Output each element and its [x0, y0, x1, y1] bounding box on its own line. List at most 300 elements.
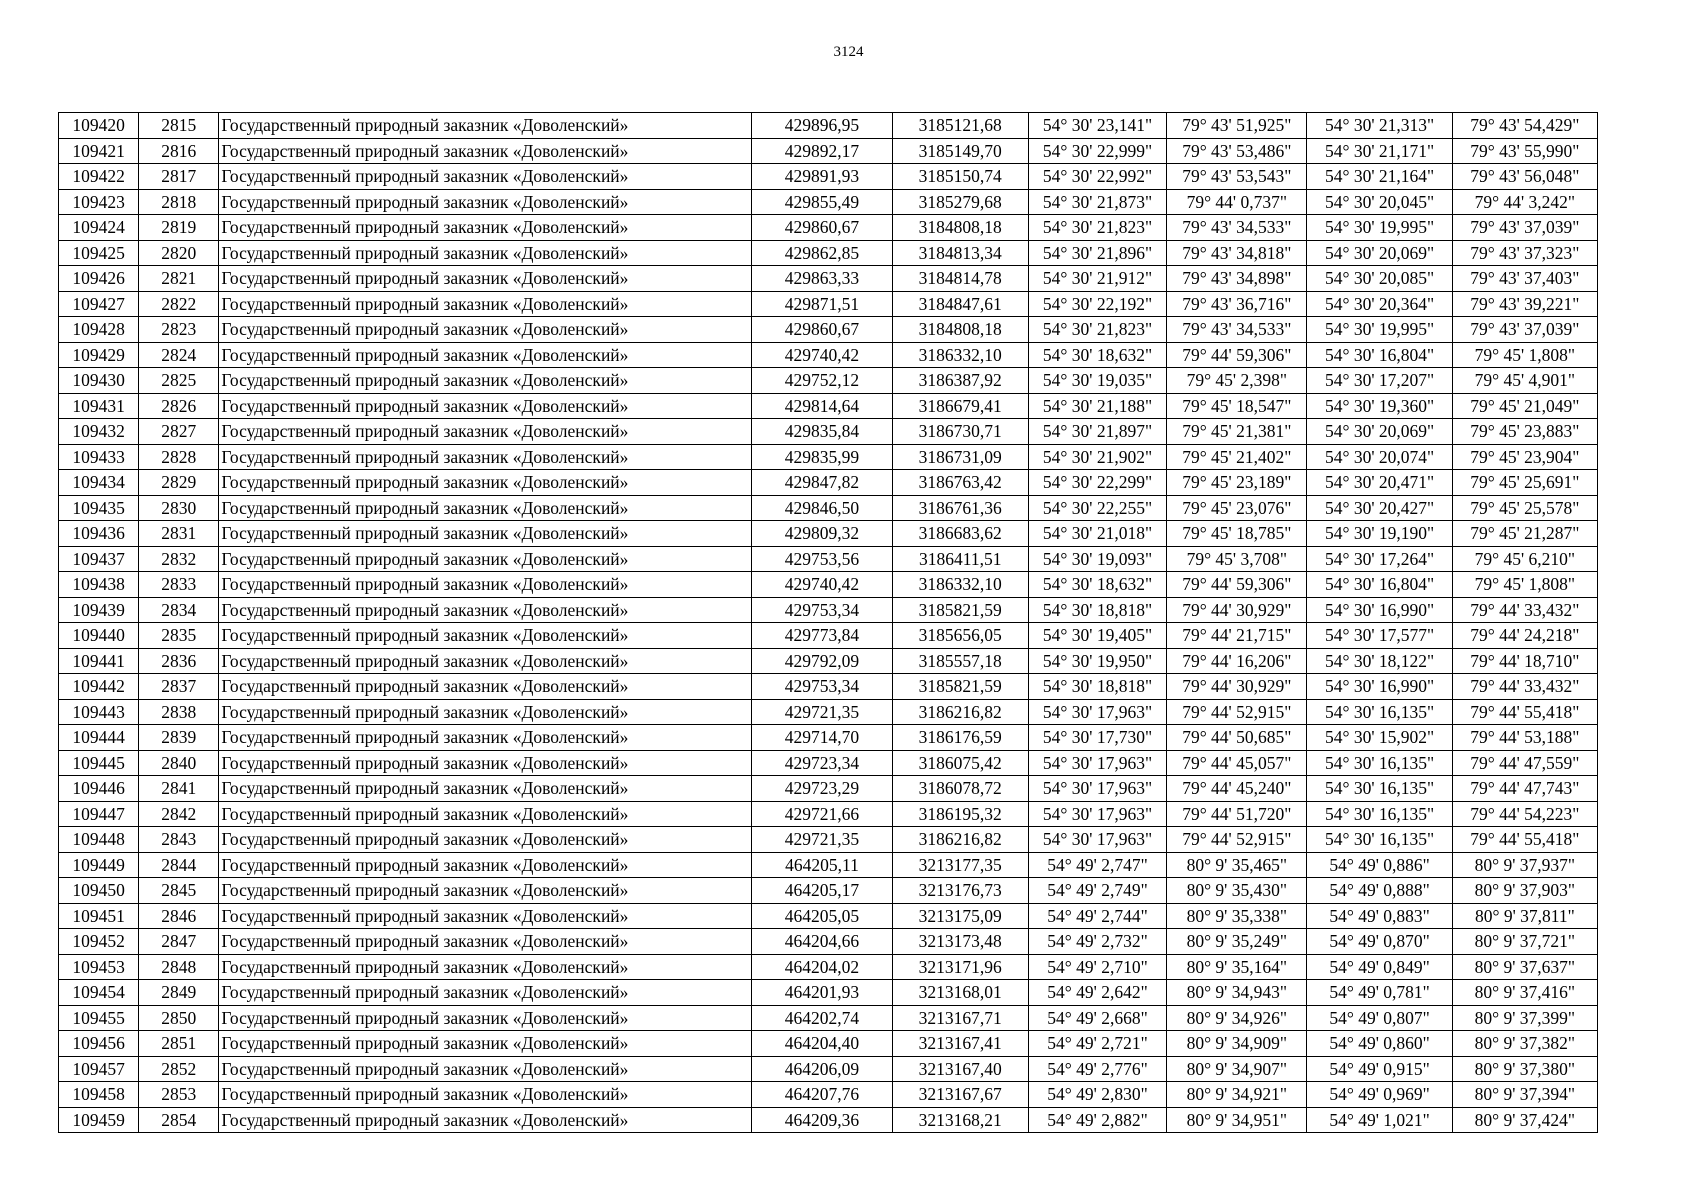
record-id-cell: 109435	[59, 495, 139, 521]
table-row	[59, 699, 1598, 725]
latitude-alt-cell: 54° 49' 0,807"	[1307, 1005, 1452, 1031]
longitude-alt-cell: 79° 43' 37,039"	[1452, 317, 1597, 343]
table-row	[59, 929, 1598, 955]
latitude-alt-cell: 54° 49' 0,849"	[1307, 954, 1452, 980]
longitude-alt-cell: 79° 43' 54,429"	[1452, 113, 1597, 139]
longitude-cell: 79° 44' 30,929"	[1167, 597, 1307, 623]
longitude-cell: 79° 43' 34,533"	[1167, 215, 1307, 241]
longitude-alt-cell: 80° 9' 37,424"	[1452, 1107, 1597, 1133]
y-coordinate-cell: 3186761,36	[892, 495, 1028, 521]
page-number: 3124	[833, 44, 864, 60]
point-number-cell: 2835	[139, 623, 219, 649]
longitude-cell: 79° 45' 23,189"	[1167, 470, 1307, 496]
y-coordinate-cell: 3186176,59	[892, 725, 1028, 751]
reserve-name-cell: Государственный природный заказник «Доволенский»	[219, 674, 752, 700]
x-coordinate-cell: 464201,93	[752, 980, 892, 1006]
x-coordinate-cell: 429721,35	[752, 699, 892, 725]
table-row	[59, 980, 1598, 1006]
latitude-cell: 54° 49' 2,668"	[1028, 1005, 1166, 1031]
y-coordinate-cell: 3186683,62	[892, 521, 1028, 547]
reserve-name-cell: Государственный природный заказник «Доволенский»	[219, 852, 752, 878]
table-row	[59, 572, 1598, 598]
x-coordinate-cell: 464206,09	[752, 1056, 892, 1082]
y-coordinate-cell: 3184808,18	[892, 215, 1028, 241]
longitude-alt-cell: 79° 45' 4,901"	[1452, 368, 1597, 394]
point-number-cell: 2844	[139, 852, 219, 878]
y-coordinate-cell: 3186216,82	[892, 827, 1028, 853]
longitude-cell: 80° 9' 34,921"	[1167, 1082, 1307, 1108]
point-number-cell: 2842	[139, 801, 219, 827]
x-coordinate-cell: 464202,74	[752, 1005, 892, 1031]
reserve-name-cell: Государственный природный заказник «Доволенский»	[219, 495, 752, 521]
latitude-cell: 54° 49' 2,642"	[1028, 980, 1166, 1006]
y-coordinate-cell: 3186078,72	[892, 776, 1028, 802]
latitude-alt-cell: 54° 49' 0,883"	[1307, 903, 1452, 929]
longitude-cell: 79° 45' 18,785"	[1167, 521, 1307, 547]
y-coordinate-cell: 3185150,74	[892, 164, 1028, 190]
reserve-name-cell: Государственный природный заказник «Доволенский»	[219, 215, 752, 241]
x-coordinate-cell: 429855,49	[752, 189, 892, 215]
latitude-cell: 54° 30' 21,896"	[1028, 240, 1166, 266]
latitude-alt-cell: 54° 30' 20,045"	[1307, 189, 1452, 215]
reserve-name-cell: Государственный природный заказник «Доволенский»	[219, 546, 752, 572]
x-coordinate-cell: 464205,05	[752, 903, 892, 929]
table-row	[59, 1107, 1598, 1133]
latitude-alt-cell: 54° 30' 16,135"	[1307, 776, 1452, 802]
record-id-cell: 109451	[59, 903, 139, 929]
longitude-cell: 79° 44' 0,737"	[1167, 189, 1307, 215]
record-id-cell: 109446	[59, 776, 139, 802]
longitude-alt-cell: 79° 45' 21,049"	[1452, 393, 1597, 419]
record-id-cell: 109443	[59, 699, 139, 725]
table-row	[59, 903, 1598, 929]
x-coordinate-cell: 429773,84	[752, 623, 892, 649]
latitude-cell: 54° 49' 2,721"	[1028, 1031, 1166, 1057]
table-row	[59, 393, 1598, 419]
x-coordinate-cell: 429846,50	[752, 495, 892, 521]
record-id-cell: 109431	[59, 393, 139, 419]
y-coordinate-cell: 3186195,32	[892, 801, 1028, 827]
record-id-cell: 109458	[59, 1082, 139, 1108]
longitude-alt-cell: 80° 9' 37,382"	[1452, 1031, 1597, 1057]
point-number-cell: 2839	[139, 725, 219, 751]
reserve-name-cell: Государственный природный заказник «Доволенский»	[219, 368, 752, 394]
table-row	[59, 240, 1598, 266]
reserve-name-cell: Государственный природный заказник «Доволенский»	[219, 240, 752, 266]
longitude-cell: 80° 9' 34,943"	[1167, 980, 1307, 1006]
x-coordinate-cell: 429896,95	[752, 113, 892, 139]
y-coordinate-cell: 3185821,59	[892, 674, 1028, 700]
y-coordinate-cell: 3184847,61	[892, 291, 1028, 317]
record-id-cell: 109455	[59, 1005, 139, 1031]
coordinates-table-body	[59, 113, 1598, 1133]
latitude-alt-cell: 54° 30' 17,577"	[1307, 623, 1452, 649]
record-id-cell: 109445	[59, 750, 139, 776]
longitude-cell: 79° 43' 36,716"	[1167, 291, 1307, 317]
latitude-cell: 54° 30' 22,299"	[1028, 470, 1166, 496]
reserve-name-cell: Государственный природный заказник «Доволенский»	[219, 138, 752, 164]
longitude-alt-cell: 79° 44' 33,432"	[1452, 674, 1597, 700]
record-id-cell: 109438	[59, 572, 139, 598]
reserve-name-cell: Государственный природный заказник «Доволенский»	[219, 801, 752, 827]
longitude-cell: 79° 44' 59,306"	[1167, 572, 1307, 598]
latitude-cell: 54° 30' 17,963"	[1028, 801, 1166, 827]
latitude-cell: 54° 30' 21,912"	[1028, 266, 1166, 292]
x-coordinate-cell: 429721,66	[752, 801, 892, 827]
reserve-name-cell: Государственный природный заказник «Доволенский»	[219, 393, 752, 419]
record-id-cell: 109434	[59, 470, 139, 496]
longitude-alt-cell: 80° 9' 37,394"	[1452, 1082, 1597, 1108]
longitude-alt-cell: 79° 43' 39,221"	[1452, 291, 1597, 317]
longitude-alt-cell: 79° 44' 53,188"	[1452, 725, 1597, 751]
latitude-cell: 54° 49' 2,749"	[1028, 878, 1166, 904]
latitude-alt-cell: 54° 30' 20,471"	[1307, 470, 1452, 496]
y-coordinate-cell: 3185557,18	[892, 648, 1028, 674]
longitude-alt-cell: 80° 9' 37,416"	[1452, 980, 1597, 1006]
point-number-cell: 2830	[139, 495, 219, 521]
record-id-cell: 109456	[59, 1031, 139, 1057]
latitude-alt-cell: 54° 49' 0,915"	[1307, 1056, 1452, 1082]
record-id-cell: 109426	[59, 266, 139, 292]
latitude-cell: 54° 30' 23,141"	[1028, 113, 1166, 139]
longitude-cell: 79° 44' 52,915"	[1167, 699, 1307, 725]
latitude-cell: 54° 30' 17,963"	[1028, 776, 1166, 802]
longitude-cell: 79° 44' 21,715"	[1167, 623, 1307, 649]
table-row	[59, 750, 1598, 776]
latitude-cell: 54° 30' 22,999"	[1028, 138, 1166, 164]
longitude-alt-cell: 79° 44' 55,418"	[1452, 827, 1597, 853]
longitude-alt-cell: 79° 45' 25,578"	[1452, 495, 1597, 521]
table-row	[59, 215, 1598, 241]
reserve-name-cell: Государственный природный заказник «Доволенский»	[219, 1056, 752, 1082]
record-id-cell: 109448	[59, 827, 139, 853]
record-id-cell: 109432	[59, 419, 139, 445]
y-coordinate-cell: 3185821,59	[892, 597, 1028, 623]
latitude-cell: 54° 30' 21,902"	[1028, 444, 1166, 470]
point-number-cell: 2826	[139, 393, 219, 419]
longitude-cell: 79° 45' 21,402"	[1167, 444, 1307, 470]
table-row	[59, 623, 1598, 649]
point-number-cell: 2837	[139, 674, 219, 700]
reserve-name-cell: Государственный природный заказник «Доволенский»	[219, 776, 752, 802]
latitude-alt-cell: 54° 30' 17,207"	[1307, 368, 1452, 394]
coordinates-table	[58, 112, 1598, 1133]
latitude-cell: 54° 30' 17,963"	[1028, 750, 1166, 776]
point-number-cell: 2822	[139, 291, 219, 317]
table-row	[59, 291, 1598, 317]
point-number-cell: 2834	[139, 597, 219, 623]
table-row	[59, 878, 1598, 904]
latitude-cell: 54° 30' 21,823"	[1028, 317, 1166, 343]
longitude-cell: 79° 44' 52,915"	[1167, 827, 1307, 853]
longitude-cell: 79° 43' 53,486"	[1167, 138, 1307, 164]
longitude-cell: 79° 44' 16,206"	[1167, 648, 1307, 674]
longitude-cell: 80° 9' 34,951"	[1167, 1107, 1307, 1133]
y-coordinate-cell: 3185279,68	[892, 189, 1028, 215]
y-coordinate-cell: 3213167,71	[892, 1005, 1028, 1031]
reserve-name-cell: Государственный природный заказник «Доволенский»	[219, 827, 752, 853]
longitude-cell: 79° 43' 34,898"	[1167, 266, 1307, 292]
reserve-name-cell: Государственный природный заказник «Доволенский»	[219, 1107, 752, 1133]
longitude-alt-cell: 79° 45' 23,883"	[1452, 419, 1597, 445]
reserve-name-cell: Государственный природный заказник «Доволенский»	[219, 929, 752, 955]
point-number-cell: 2838	[139, 699, 219, 725]
y-coordinate-cell: 3213167,67	[892, 1082, 1028, 1108]
table-row	[59, 674, 1598, 700]
reserve-name-cell: Государственный природный заказник «Доволенский»	[219, 189, 752, 215]
longitude-alt-cell: 79° 43' 37,323"	[1452, 240, 1597, 266]
reserve-name-cell: Государственный природный заказник «Доволенский»	[219, 878, 752, 904]
record-id-cell: 109453	[59, 954, 139, 980]
latitude-cell: 54° 30' 19,405"	[1028, 623, 1166, 649]
point-number-cell: 2843	[139, 827, 219, 853]
longitude-alt-cell: 79° 45' 1,808"	[1452, 572, 1597, 598]
longitude-cell: 79° 45' 3,708"	[1167, 546, 1307, 572]
longitude-alt-cell: 79° 45' 21,287"	[1452, 521, 1597, 547]
x-coordinate-cell: 429723,34	[752, 750, 892, 776]
x-coordinate-cell: 464205,11	[752, 852, 892, 878]
latitude-alt-cell: 54° 30' 20,427"	[1307, 495, 1452, 521]
longitude-cell: 79° 43' 51,925"	[1167, 113, 1307, 139]
x-coordinate-cell: 464204,40	[752, 1031, 892, 1057]
latitude-cell: 54° 30' 22,255"	[1028, 495, 1166, 521]
y-coordinate-cell: 3213175,09	[892, 903, 1028, 929]
longitude-alt-cell: 79° 43' 37,403"	[1452, 266, 1597, 292]
x-coordinate-cell: 429723,29	[752, 776, 892, 802]
latitude-cell: 54° 30' 21,823"	[1028, 215, 1166, 241]
table-row	[59, 827, 1598, 853]
longitude-alt-cell: 79° 45' 1,808"	[1452, 342, 1597, 368]
point-number-cell: 2846	[139, 903, 219, 929]
record-id-cell: 109441	[59, 648, 139, 674]
table-row	[59, 444, 1598, 470]
record-id-cell: 109449	[59, 852, 139, 878]
latitude-cell: 54° 49' 2,710"	[1028, 954, 1166, 980]
y-coordinate-cell: 3186387,92	[892, 368, 1028, 394]
reserve-name-cell: Государственный природный заказник «Доволенский»	[219, 725, 752, 751]
record-id-cell: 109437	[59, 546, 139, 572]
longitude-cell: 80° 9' 35,430"	[1167, 878, 1307, 904]
longitude-alt-cell: 80° 9' 37,903"	[1452, 878, 1597, 904]
record-id-cell: 109442	[59, 674, 139, 700]
latitude-cell: 54° 49' 2,830"	[1028, 1082, 1166, 1108]
x-coordinate-cell: 429740,42	[752, 572, 892, 598]
latitude-cell: 54° 30' 19,950"	[1028, 648, 1166, 674]
table-row	[59, 1005, 1598, 1031]
point-number-cell: 2831	[139, 521, 219, 547]
y-coordinate-cell: 3186216,82	[892, 699, 1028, 725]
reserve-name-cell: Государственный природный заказник «Доволенский»	[219, 1005, 752, 1031]
reserve-name-cell: Государственный природный заказник «Доволенский»	[219, 750, 752, 776]
record-id-cell: 109428	[59, 317, 139, 343]
longitude-cell: 80° 9' 35,465"	[1167, 852, 1307, 878]
latitude-alt-cell: 54° 30' 20,069"	[1307, 240, 1452, 266]
latitude-alt-cell: 54° 30' 16,135"	[1307, 827, 1452, 853]
latitude-alt-cell: 54° 30' 20,074"	[1307, 444, 1452, 470]
longitude-cell: 79° 45' 18,547"	[1167, 393, 1307, 419]
point-number-cell: 2827	[139, 419, 219, 445]
latitude-alt-cell: 54° 30' 16,804"	[1307, 572, 1452, 598]
y-coordinate-cell: 3213173,48	[892, 929, 1028, 955]
longitude-cell: 79° 44' 59,306"	[1167, 342, 1307, 368]
reserve-name-cell: Государственный природный заказник «Доволенский»	[219, 1031, 752, 1057]
x-coordinate-cell: 429835,84	[752, 419, 892, 445]
latitude-cell: 54° 30' 19,035"	[1028, 368, 1166, 394]
longitude-cell: 80° 9' 35,164"	[1167, 954, 1307, 980]
latitude-alt-cell: 54° 30' 20,069"	[1307, 419, 1452, 445]
y-coordinate-cell: 3184813,34	[892, 240, 1028, 266]
x-coordinate-cell: 429792,09	[752, 648, 892, 674]
x-coordinate-cell: 429871,51	[752, 291, 892, 317]
reserve-name-cell: Государственный природный заказник «Доволенский»	[219, 572, 752, 598]
table-row	[59, 189, 1598, 215]
longitude-alt-cell: 79° 43' 37,039"	[1452, 215, 1597, 241]
longitude-cell: 80° 9' 35,338"	[1167, 903, 1307, 929]
table-row	[59, 317, 1598, 343]
y-coordinate-cell: 3185149,70	[892, 138, 1028, 164]
table-row	[59, 648, 1598, 674]
point-number-cell: 2852	[139, 1056, 219, 1082]
reserve-name-cell: Государственный природный заказник «Доволенский»	[219, 444, 752, 470]
record-id-cell: 109454	[59, 980, 139, 1006]
reserve-name-cell: Государственный природный заказник «Доволенский»	[219, 164, 752, 190]
longitude-alt-cell: 79° 44' 24,218"	[1452, 623, 1597, 649]
latitude-cell: 54° 30' 18,632"	[1028, 572, 1166, 598]
x-coordinate-cell: 464204,66	[752, 929, 892, 955]
latitude-alt-cell: 54° 30' 20,085"	[1307, 266, 1452, 292]
x-coordinate-cell: 464209,36	[752, 1107, 892, 1133]
y-coordinate-cell: 3185121,68	[892, 113, 1028, 139]
point-number-cell: 2829	[139, 470, 219, 496]
point-number-cell: 2821	[139, 266, 219, 292]
table-row	[59, 113, 1598, 139]
x-coordinate-cell: 429847,82	[752, 470, 892, 496]
latitude-cell: 54° 49' 2,882"	[1028, 1107, 1166, 1133]
point-number-cell: 2845	[139, 878, 219, 904]
y-coordinate-cell: 3186075,42	[892, 750, 1028, 776]
table-row	[59, 801, 1598, 827]
point-number-cell: 2851	[139, 1031, 219, 1057]
latitude-cell: 54° 30' 21,188"	[1028, 393, 1166, 419]
latitude-alt-cell: 54° 49' 1,021"	[1307, 1107, 1452, 1133]
latitude-alt-cell: 54° 30' 19,995"	[1307, 317, 1452, 343]
x-coordinate-cell: 429753,56	[752, 546, 892, 572]
latitude-alt-cell: 54° 30' 19,190"	[1307, 521, 1452, 547]
longitude-alt-cell: 80° 9' 37,811"	[1452, 903, 1597, 929]
x-coordinate-cell: 429860,67	[752, 215, 892, 241]
x-coordinate-cell: 429740,42	[752, 342, 892, 368]
latitude-cell: 54° 30' 18,818"	[1028, 674, 1166, 700]
latitude-cell: 54° 30' 17,963"	[1028, 699, 1166, 725]
x-coordinate-cell: 429863,33	[752, 266, 892, 292]
table-row	[59, 138, 1598, 164]
record-id-cell: 109430	[59, 368, 139, 394]
latitude-cell: 54° 30' 22,192"	[1028, 291, 1166, 317]
longitude-cell: 80° 9' 35,249"	[1167, 929, 1307, 955]
point-number-cell: 2817	[139, 164, 219, 190]
reserve-name-cell: Государственный природный заказник «Доволенский»	[219, 597, 752, 623]
table-row	[59, 419, 1598, 445]
y-coordinate-cell: 3186332,10	[892, 342, 1028, 368]
longitude-alt-cell: 80° 9' 37,399"	[1452, 1005, 1597, 1031]
record-id-cell: 109425	[59, 240, 139, 266]
record-id-cell: 109440	[59, 623, 139, 649]
x-coordinate-cell: 429809,32	[752, 521, 892, 547]
latitude-alt-cell: 54° 30' 15,902"	[1307, 725, 1452, 751]
table-row	[59, 266, 1598, 292]
latitude-alt-cell: 54° 30' 19,995"	[1307, 215, 1452, 241]
reserve-name-cell: Государственный природный заказник «Доволенский»	[219, 980, 752, 1006]
point-number-cell: 2841	[139, 776, 219, 802]
longitude-alt-cell: 79° 45' 23,904"	[1452, 444, 1597, 470]
x-coordinate-cell: 429862,85	[752, 240, 892, 266]
longitude-alt-cell: 79° 43' 56,048"	[1452, 164, 1597, 190]
latitude-alt-cell: 54° 30' 21,164"	[1307, 164, 1452, 190]
longitude-alt-cell: 79° 44' 18,710"	[1452, 648, 1597, 674]
point-number-cell: 2854	[139, 1107, 219, 1133]
longitude-alt-cell: 79° 45' 6,210"	[1452, 546, 1597, 572]
latitude-alt-cell: 54° 49' 0,969"	[1307, 1082, 1452, 1108]
table-row	[59, 521, 1598, 547]
latitude-alt-cell: 54° 30' 16,990"	[1307, 674, 1452, 700]
record-id-cell: 109422	[59, 164, 139, 190]
point-number-cell: 2840	[139, 750, 219, 776]
latitude-cell: 54° 30' 18,632"	[1028, 342, 1166, 368]
reserve-name-cell: Государственный природный заказник «Доволенский»	[219, 419, 752, 445]
record-id-cell: 109429	[59, 342, 139, 368]
table-row	[59, 368, 1598, 394]
record-id-cell: 109452	[59, 929, 139, 955]
latitude-alt-cell: 54° 49' 0,886"	[1307, 852, 1452, 878]
point-number-cell: 2832	[139, 546, 219, 572]
point-number-cell: 2828	[139, 444, 219, 470]
table-row	[59, 776, 1598, 802]
longitude-alt-cell: 79° 44' 3,242"	[1452, 189, 1597, 215]
reserve-name-cell: Государственный природный заказник «Доволенский»	[219, 623, 752, 649]
latitude-alt-cell: 54° 49' 0,781"	[1307, 980, 1452, 1006]
x-coordinate-cell: 464204,02	[752, 954, 892, 980]
latitude-alt-cell: 54° 30' 18,122"	[1307, 648, 1452, 674]
reserve-name-cell: Государственный природный заказник «Доволенский»	[219, 113, 752, 139]
record-id-cell: 109439	[59, 597, 139, 623]
record-id-cell: 109433	[59, 444, 139, 470]
latitude-alt-cell: 54° 30' 17,264"	[1307, 546, 1452, 572]
latitude-cell: 54° 49' 2,776"	[1028, 1056, 1166, 1082]
point-number-cell: 2815	[139, 113, 219, 139]
y-coordinate-cell: 3213177,35	[892, 852, 1028, 878]
reserve-name-cell: Государственный природный заказник «Доволенский»	[219, 699, 752, 725]
longitude-cell: 80° 9' 34,909"	[1167, 1031, 1307, 1057]
y-coordinate-cell: 3186730,71	[892, 419, 1028, 445]
latitude-alt-cell: 54° 30' 21,313"	[1307, 113, 1452, 139]
longitude-cell: 79° 44' 50,685"	[1167, 725, 1307, 751]
longitude-cell: 79° 44' 45,240"	[1167, 776, 1307, 802]
longitude-cell: 80° 9' 34,907"	[1167, 1056, 1307, 1082]
point-number-cell: 2849	[139, 980, 219, 1006]
latitude-alt-cell: 54° 30' 16,990"	[1307, 597, 1452, 623]
record-id-cell: 109423	[59, 189, 139, 215]
record-id-cell: 109421	[59, 138, 139, 164]
point-number-cell: 2833	[139, 572, 219, 598]
latitude-alt-cell: 54° 30' 21,171"	[1307, 138, 1452, 164]
latitude-cell: 54° 30' 22,992"	[1028, 164, 1166, 190]
longitude-cell: 79° 44' 51,720"	[1167, 801, 1307, 827]
longitude-alt-cell: 79° 44' 47,559"	[1452, 750, 1597, 776]
point-number-cell: 2848	[139, 954, 219, 980]
table-row	[59, 725, 1598, 751]
latitude-cell: 54° 30' 21,873"	[1028, 189, 1166, 215]
latitude-alt-cell: 54° 30' 20,364"	[1307, 291, 1452, 317]
